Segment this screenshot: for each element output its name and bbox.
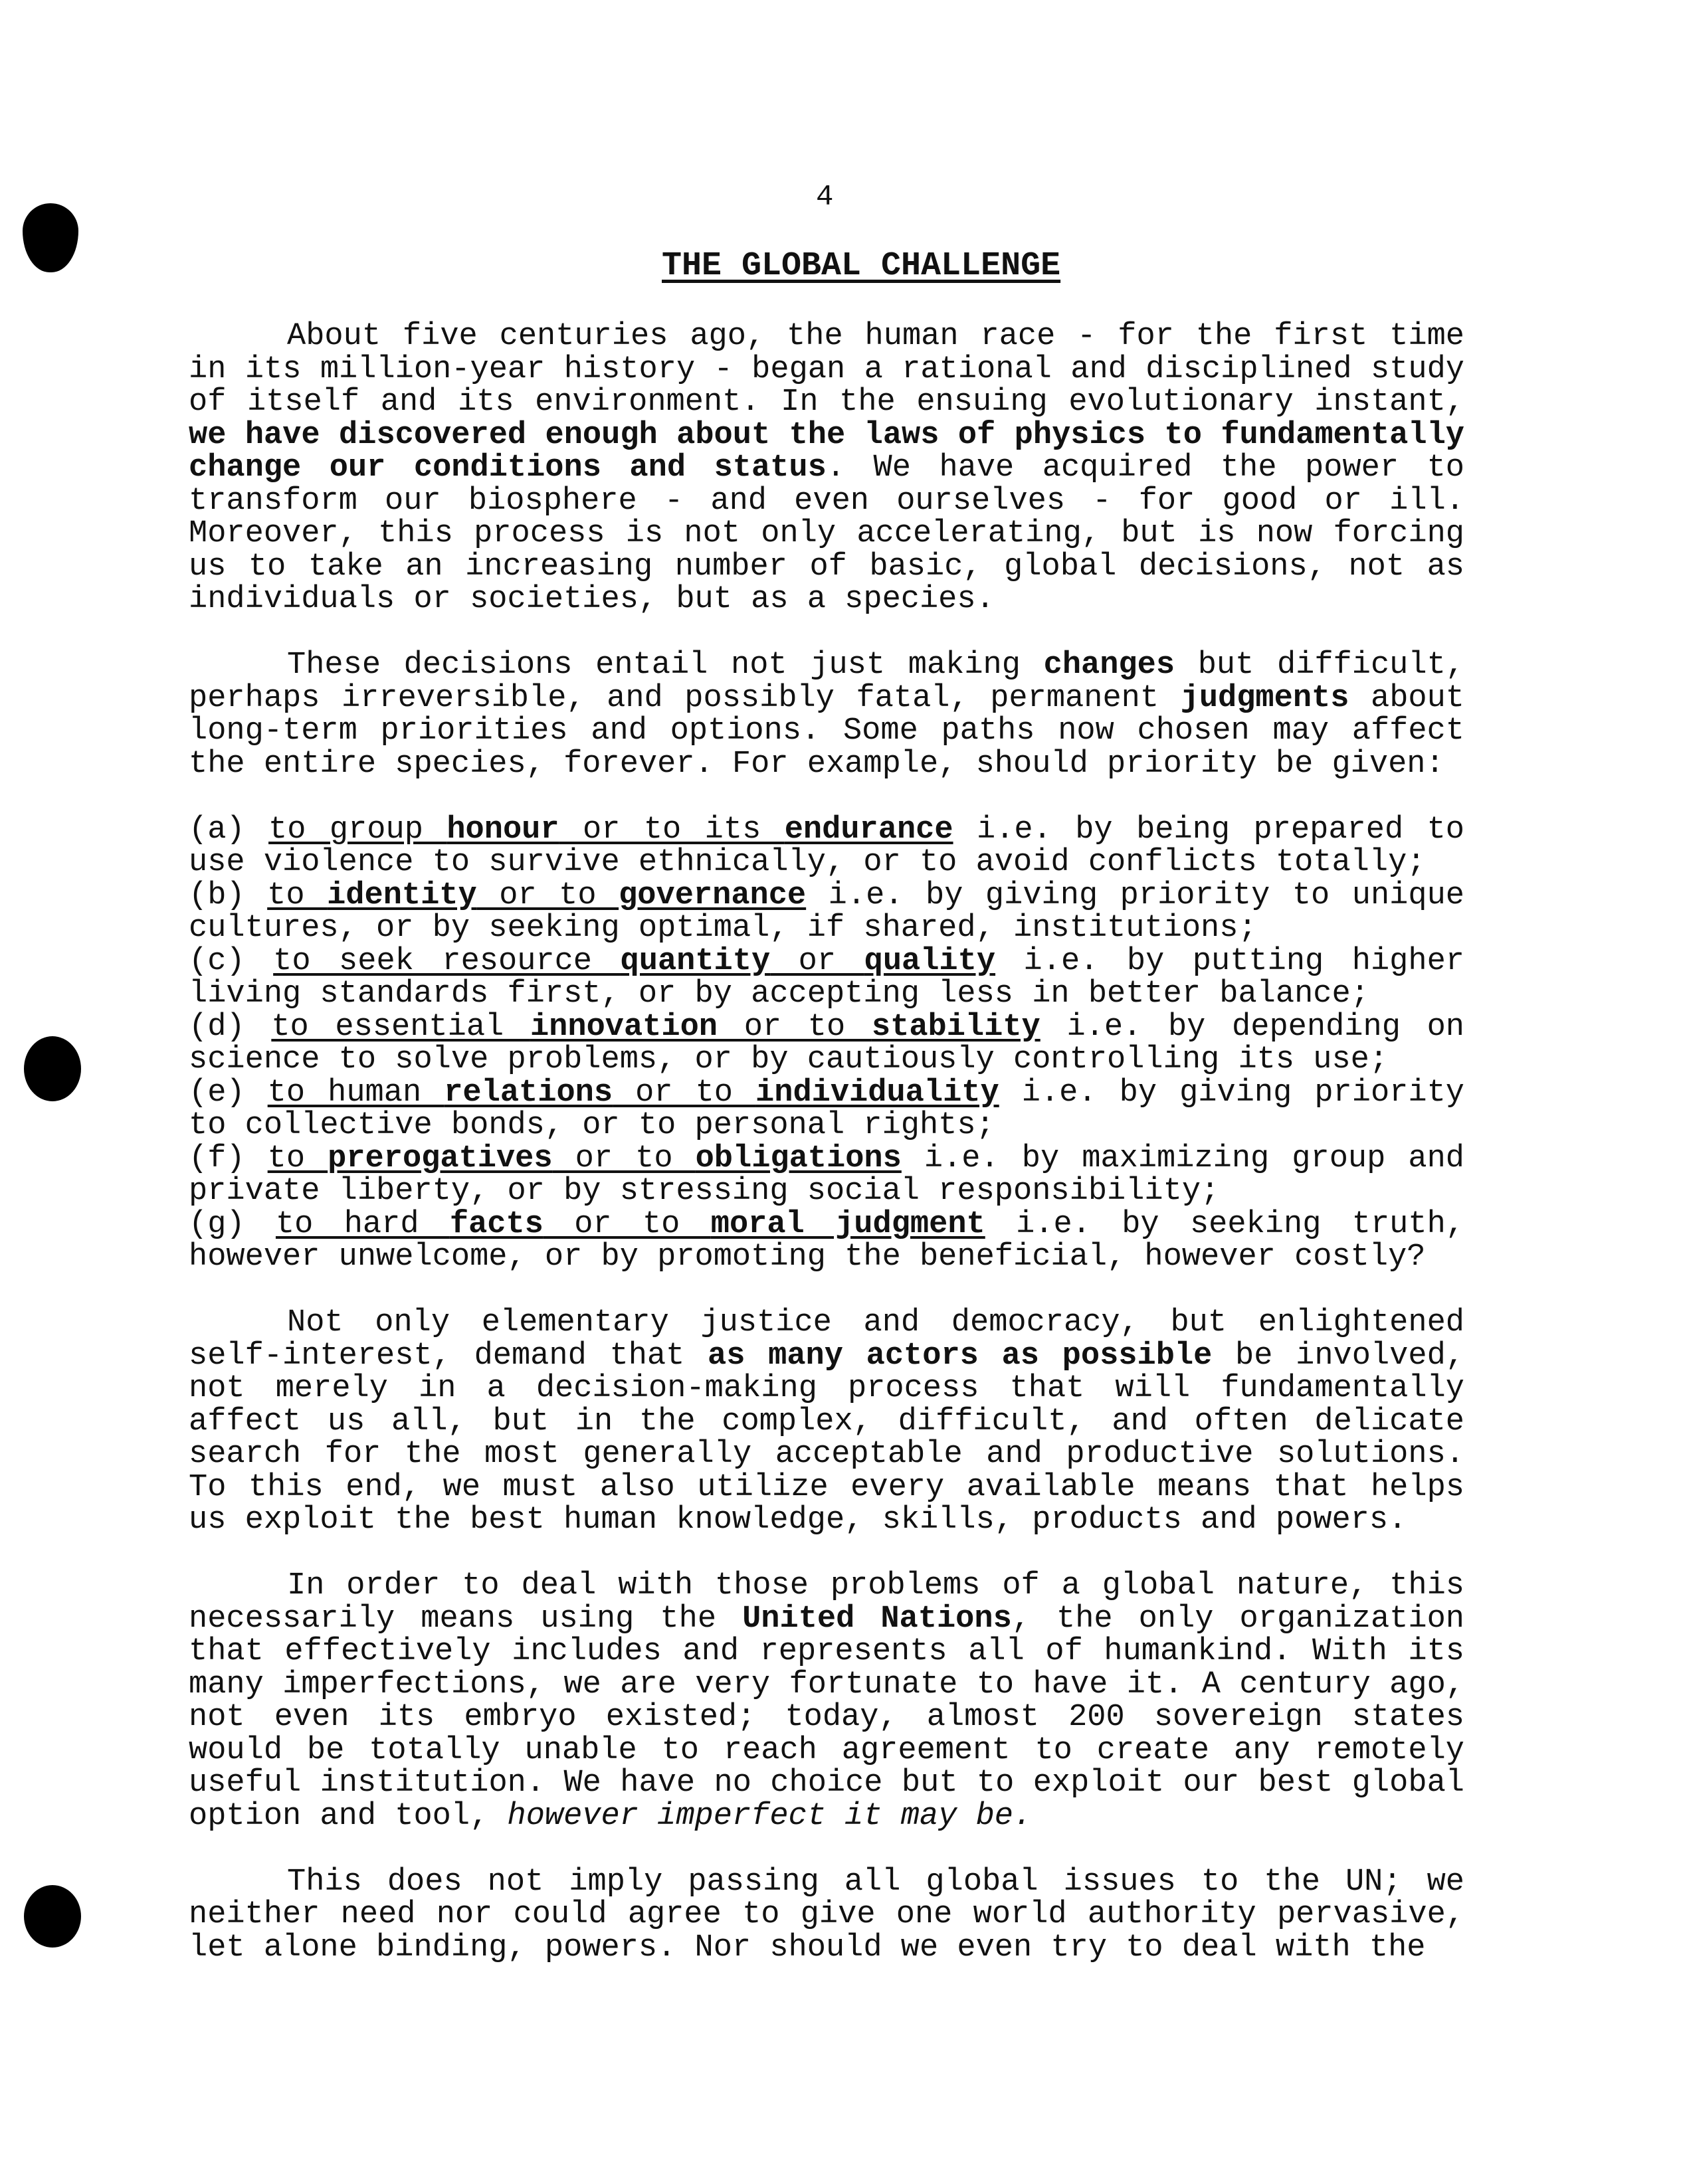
paragraph-1: About five centuries ago, the human race - for the first time in its million-year history - began a rational and disciplined study of itself and its environment. In the ensuing evolutionary instant, we have discovered enough about the laws of physics to fundamentally change our conditions and status. We have acquired the power to transform our biosphere - and even ourselves - for good or ill. Moreover, this process is not only accelerating, but is now forcing us to take an increasing number of basic, global decisions, not as individuals or societies, but as a species. (189, 319, 1465, 617)
paragraph-3: Not only elementary justice and democracy, but enlightened self-interest, demand that as many actors as possible be involved, not merely in a decision-making process that will fundamentally affect us all, but in the complex, difficult, and often delicate search for the most generally acceptable and productive solutions. To this end, we must also utilize every available means that helps us exploit the best human knowledge, skills, products and powers. (189, 1305, 1464, 1538)
option-c: (c) to seek resource quantity or quality i.e. by putting higher living standards first, or by accepting less in better balance; (189, 943, 1464, 1012)
option-g: (g) to hard facts or to moral judgment i.e. by seeking truth, however unwelcome, or by promoting the beneficial, however costly? (189, 1206, 1464, 1275)
emphasis: judgments (1180, 680, 1349, 716)
option-b: (b) to identity or to governance i.e. by giving priority to unique cultures, or by seeking optimal, if shared, institutions; (189, 877, 1464, 946)
option-d: (d) to essential innovation or to stability i.e. by depending on science to solve problems, or by cautiously controlling its use; (189, 1009, 1464, 1077)
italic-emphasis: however imperfect it may be. (507, 1798, 1033, 1834)
option-f: (f) to prerogatives or to obligations i.e. by maximizing group and private liberty, or by stressing social responsibility; (189, 1140, 1464, 1209)
body-text (189, 320, 1464, 1997)
priority-options-list (189, 814, 1464, 1274)
emphasis: as many actors as possible (708, 1338, 1213, 1374)
emphasis: United Nations (742, 1601, 1012, 1637)
paragraph-5: This does not imply passing all global issues to the UN; we neither need nor could agree to give one world authority pervasive, let alone binding, powers. Nor should we even try to deal with the (189, 1864, 1464, 1965)
punch-hole-bottom (24, 1885, 81, 1948)
page-title: THE GLOBAL CHALLENGE (662, 247, 1061, 285)
paragraph-4: In order to deal with those problems of a global nature, this necessarily means using the United Nations, the only organization that effectively includes and represents all of humankind. With its many imperfections, we are very fortunate to have it. A century ago, not even its embryo existed; today, almost 200 sovereign states would be totally unable to reach agreement to create any remotely useful institution. We have no choice but to exploit our best global option and tool, however imperfect it may be. (189, 1568, 1464, 1834)
punch-hole-middle (24, 1036, 81, 1101)
emphasis: changes (1043, 648, 1175, 683)
page-number: 4 (816, 181, 834, 214)
punch-hole-top (23, 203, 78, 272)
paragraph-2: These decisions entail not just making changes but difficult, perhaps irreversible, and possibly fatal, permanent judgments about long-term priorities and options. Some paths now chosen may affect the entire species, forever. For example, should priority be given: (189, 648, 1465, 782)
option-e: (e) to human relations or to individuality i.e. by giving priority to collective bonds, or to personal rights; (189, 1075, 1464, 1143)
option-a: (a) to group honour or to its endurance i.e. by being prepared to use violence to survive ethnically, or to avoid conflicts totally; (189, 812, 1464, 880)
emphasis: we have discovered enough about the laws of physics to fundamentally change our conditions and status (189, 417, 1464, 486)
